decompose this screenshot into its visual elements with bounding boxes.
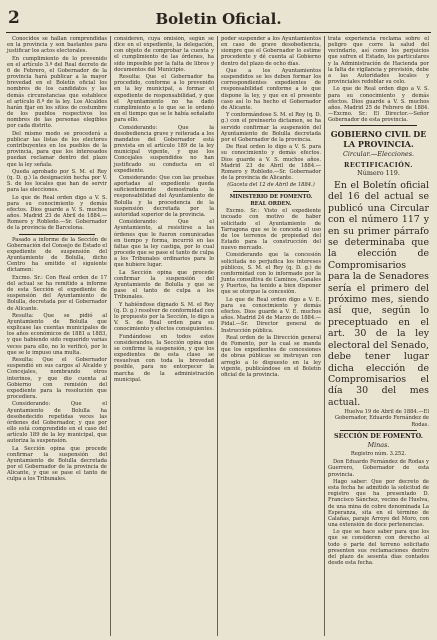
column-4	[325, 36, 432, 636]
section-heading: GOBIERNO CIVIL DE LA PROVINCIA.	[330, 129, 427, 150]
paragraph: Excmo. Sr.: Visto el expediente incoado con motivo de haber solicitado el Ayuntamiento de Tarragona que se le conceda el uso de los terrenos de propiedad del Estado para la construcción del nuevo mercado.	[221, 208, 321, 252]
registry-number: Registro núm. 3.252.	[350, 451, 407, 458]
paragraph: Considerando: Que el Ayuntamiento, al resistirse a las órdenes que le fueron comunicadas en tiempo y forma, incurrió en las faltas que la ley castiga, por lo cual procede que se pase el tanto de culpa a los Tribunales ordinarios para lo que hubiere lugar.	[114, 219, 214, 269]
paragraph: Considerando: Que la desobediencia grave y reiterada a los mandatos del Gobernador está prevista en el artículo 189 de la ley municipal vigente, y que los Concejales suspendidos no han justificado su conducta en el expediente.	[114, 124, 214, 174]
paragraph: Real orden de la Dirección general de Fomento, por la cual se manda que los expedientes de concesiones de obras públicas se instruyan con arreglo a lo dispuesto en la ley vigente, publicándose en el Boletín oficial de la provincia.	[221, 334, 321, 378]
newspaper-title: Boletin Oficial.	[155, 10, 282, 28]
paragraph: Lo que de Real orden digo a V. S. para su conocimiento y demás efectos. Dios guarde a V. S. muchos años. Madrid 23 de Abril de 1884.—Romero y Robledo.—Sr. Gobernador de la provincia de Barcelona.	[7, 194, 107, 232]
subsection-heading: Minas.	[367, 440, 390, 449]
paragraph: Y conformándose S. M. el Rey (q. D. g.) con el preinserto dictamen, se ha servido confirmar la suspensión del Ayuntamiento de Bolulla decretada por el Gobernador de la provincia.	[221, 112, 321, 143]
paragraph: consideren, cuya omisión, según se dice en el expediente, la delegación, con objeto de comprobar la cuenta y el cumplimiento de las órdenes, ha sido imposible por la falta de libros y documentos del Municipio.	[114, 36, 214, 73]
gazette-date: (Gaceta del 12 de Abril de 1884.)	[227, 182, 315, 189]
paragraph: Hago saber: Que por decreto de esta fecha he admitido la solicitud de registro que ha presentado D. Francisco Sánchez, vecino de Huelva, de una mina de cobre denominada La Esperanza, sita en el término de Calañas, paraje Arroyo del Moro, con una extensión de doce pertenencias.	[328, 478, 429, 528]
paragraph: Que a los Ayuntamientos suspendidos se les deben formar los correspondientes expedientes de responsabilidad conforme a lo que dispone la ley, y que en el presente caso así lo ha hecho el Gobernador de Alicante.	[221, 67, 321, 111]
paragraph: Resulta: Que el Gobernador ha procedido, conforme a lo prevenido en la ley municipal, a formar el expediente de responsabilidad, y que el Ayuntamiento no ha dado cumplimiento a lo que se le ordenó en el tiempo que se le había señalado para ello.	[114, 74, 214, 124]
section-divider	[340, 125, 417, 126]
paragraph: Lo que de Real orden digo a V. S. para su conocimiento y demás efectos. Dios guarde a V. S. muchos años. Madrid 25 de Febrero de 1884.—Excmo. Sr.: El Director.—Señor Gobernador de esta provincia.	[328, 86, 429, 124]
paragraph: Fundándose en todos estos considerandos, la Sección opina que se confirme la suspensión, y que los expedientes de esta clase se resuelvan con toda la brevedad posible, para no entorpecer la marcha de la administración municipal.	[114, 333, 214, 383]
paragraph: Excmo. Sr.: Con Real orden de 17 del actual se ha remitido a informe de esta Sección el expediente de suspensión del Ayuntamiento de Bolulla, decretada por el Gobernador de Alicante.	[7, 274, 107, 312]
signature-line: Huelva 19 de Abril de 1884.—El Gobernador, Eduardo Fernández de Rodas.	[334, 409, 429, 428]
paragraph: Y habiéndose dignado S. M. el Rey (q. D. g.) resolver de conformidad con lo propuesto por la Sección, lo digo a V. S. de Real orden para su conocimiento y efectos consiguientes.	[114, 301, 214, 333]
rectification-heading: RECTIFICACIÓN.	[344, 160, 413, 169]
page-columns	[4, 36, 433, 636]
section-divider	[19, 234, 95, 235]
paragraph: De Real orden lo digo a V. S. para su conocimiento y demás efectos. Dios guarde a V. S. muchos años. Madrid 23 de Abril de 1884.—Romero y Robledo.—Sr. Gobernador de la provincia de Alicante.	[221, 144, 321, 181]
paragraph: Pasado a informe de la Sección de Gobernación del Consejo de Estado el expediente de suspensión del Ayuntamiento de Bolulla, dicho Centro ha emitido el siguiente dictamen:	[7, 236, 107, 274]
notice-number: Número 119.	[357, 169, 400, 178]
section-divider	[233, 191, 309, 192]
paragraph: Considerando: Que el Ayuntamiento de Bolulla ha desobedecido repetidas veces las órdenes del Gobernador, y que por ello está comprendido en el caso del artículo 189 de la ley municipal, que autoriza la suspensión.	[7, 401, 107, 445]
decree-heading: REAL ORDEN.	[250, 200, 292, 207]
paragraph: trata experiencia reclama sobre el peligro que corre la salud del vecindario, así como los perjuicios que sufren el Estado, los particulares y la Administración de Hacienda por la falta de vigilancia y previsión, debe a las Autoridades locales y provinciales redoblar su celo.	[328, 36, 429, 86]
paragraph: La Sección opina que procede confirmar la suspensión del Ayuntamiento de Bolulla decretada por el Gobernador de la provincia de Alicante, y que se pase el tanto de culpa a los Tribunales.	[7, 445, 107, 483]
paragraph: Resulta: Que se pidió al Ayuntamiento de Bolulla que explicase las cuentas municipales de los años económicos de 1881 a 1883, y que habiendo sido requerido varias veces para ello, no lo verificó, por lo que se le impuso una multa.	[7, 312, 107, 356]
paragraph: En cumplimiento de lo prevenido en el artículo 3.º del Real decreto de 6 de Febrero, el Gobernador de la provincia hará publicar a la mayor brevedad en el Boletín oficial los nombres de los candidatos y las demás circunstancias que establece el artículo 8.º de la ley. Los Alcaldes harán fijar en los sitios de costumbre de los pueblos respectivos los nombres de las personas elegibles por cada distrito.	[7, 55, 107, 130]
column-1	[4, 36, 111, 636]
paragraph: Del mismo modo se procederá a publicar las listas de los electores contribuyentes en los pueblos de la provincia, para que los interesados puedan reclamar dentro del plazo que la ley señala.	[7, 130, 107, 168]
ministry-heading: MINISTERIO DE FOMENTO.	[229, 193, 313, 200]
column-2	[111, 36, 218, 636]
paragraph: Don Eduardo Fernández de Rodas y Guerrero, Gobernador de esta provincia.	[328, 459, 429, 478]
page-header	[0, 0, 437, 34]
header-rule	[6, 32, 431, 33]
paragraph: Considerando que la concesión solicitada no perjudica los intereses públicos, S. M. el Rey (q. D. g.) de conformidad con lo informado por la Junta consultiva de Caminos, Canales y Puertos, ha tenido a bien disponer que se otorgue la concesión.	[221, 252, 321, 296]
column-3	[218, 36, 325, 636]
paragraph: Resulta: Que el Gobernador suspendió en sus cargos al Alcalde y Concejales, nombrando otros interinos, y que dio cuenta al Gobierno con remisión del expediente para la resolución que procediera.	[7, 357, 107, 401]
paragraph: La Sección opina que procede confirmar la suspensión del Ayuntamiento de Bolulla y que se pase el tanto de culpa a los Tribunales.	[114, 269, 214, 301]
paragraph: Queda aprobado por S. M. el Rey (q. D. g.) la designación hecha por V. S. de los locales que han de servir para las elecciones.	[7, 168, 107, 194]
paragraph: Considerando: Que con las pruebas aportadas al expediente queda suficientemente demostrada la responsabilidad del Ayuntamiento de Bolulla y la procedencia de la suspensión decretada por la autoridad superior de la provincia.	[114, 175, 214, 218]
section-divider	[340, 430, 417, 431]
notice-text: En el Boletín oficial del 16 del actual se publicó una Circular con el número 117 y en su primer párrafo se determinaba que la elección de Compromisarios para la de Senadores sería el primero del próximo mes, siendo así que, según lo preceptuado en el art. 30 de la ley electoral del Senado, debe tener lugar dicha elección de Compromisarios el día 30 del mes actual.	[328, 180, 429, 408]
circular-heading: Circular.—Elecciones.	[342, 150, 415, 159]
paragraph: poder suspender a los Ayuntamientos en caso de grave desobediencia, siempre que el Gobernador lo estime procedente y dé cuenta al Gobierno dentro del plazo de ocho días.	[221, 36, 321, 67]
paragraph: Lo que de Real orden digo a V. E. para su conocimiento y demás efectos. Dios guarde a V. E. muchos años. Madrid 24 de Marzo de 1884.—Pidal.—Sr. Director general de Instrucción pública.	[221, 296, 321, 334]
paragraph: Lo que se hace saber para que los que se consideren con derecho al todo o parte del terreno solicitado presenten sus reclamaciones dentro del plazo de sesenta días contados desde esta fecha.	[328, 529, 429, 567]
page-number: 2	[8, 8, 20, 28]
section-heading: SECCIÓN DE FOMENTO.	[334, 431, 423, 440]
paragraph: Conocidos se hallan comprendidas en la provincia y son bastantes para justificar los actos electorales.	[7, 36, 107, 55]
